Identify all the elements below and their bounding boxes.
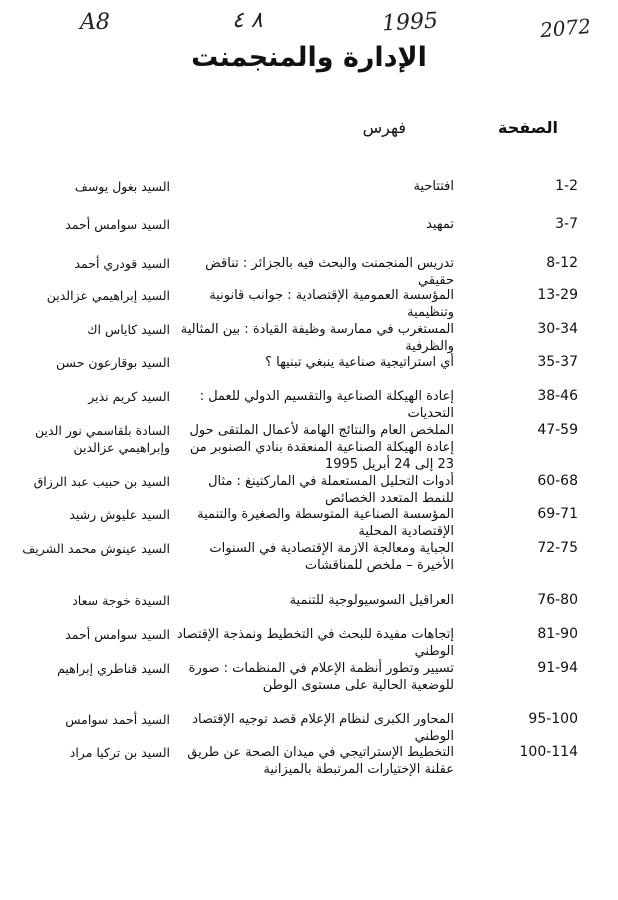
article-title: تسيير وتطور أنظمة الإعلام في المنظمات : صورة للوضعية الحالية على مستوى الوطن — [188, 661, 454, 693]
article-title: إتجاهات مفيدة للبحث في التخطيط ونمذجة الإقتصاد الوطني — [176, 627, 454, 659]
article-author: السيد عليوش رشيد — [69, 507, 170, 522]
article-title: المستغرب في ممارسة وظيفة القيادة : بين المثالية والظرفية — [180, 322, 454, 354]
article-author: السيد سوامس أحمد — [65, 627, 170, 642]
article-author: السيد كاياس اك — [87, 322, 170, 337]
article-author: السيد قناطري إبراهيم — [57, 661, 170, 676]
page-range: 95-100 — [528, 711, 578, 727]
page-range: 3-7 — [555, 216, 578, 232]
page-range: 38-46 — [537, 388, 578, 404]
article-title: تدريس المنجمنت والبحث فيه بالجزائر : تناقض حقيقي — [205, 256, 454, 288]
handwritten-note-middle: ٨ ٤ — [232, 8, 263, 33]
article-author: السيد بغول يوسف — [74, 179, 170, 194]
toc-row — [0, 422, 618, 472]
article-title: الملخص العام والنتائج الهامة لأعمال الملتقى حول إعادة الهيكلة الصناعية المنعقدة بنادي الصنوبر من 23 إلى 24 أبريل 1995 — [189, 423, 454, 472]
article-title: افتتاحية — [413, 179, 454, 194]
handwritten-year: 1995 — [381, 8, 439, 37]
page-range: 81-90 — [537, 626, 578, 642]
page-range: 69-71 — [537, 506, 578, 522]
article-author: السيد كريم نذير — [88, 389, 170, 404]
page-title: الإدارة والمنجمنت — [191, 42, 427, 73]
article-author: السادة بلقاسمي نور الدين وإبراهيمي عزالدين — [35, 423, 170, 455]
article-author: السيد قودري أحمد — [74, 256, 170, 271]
toc-row — [0, 540, 618, 584]
toc-row — [0, 216, 618, 260]
article-author: السيد بن تركيا مراد — [69, 745, 170, 760]
handwritten-corner-number: 2072 — [539, 13, 592, 43]
article-title: المؤسسة الصناعية المتوسطة والصغيرة والتنمية الإقتصادية المحلية — [197, 507, 454, 539]
article-title: المحاور الكبرى لنظام الإعلام قصد توجيه الإقتصاد الوطني — [192, 712, 454, 744]
page-range: 35-37 — [537, 354, 578, 370]
article-title: التخطيط الإستراتيجي في ميدان الصحة عن طريق عقلنة الإختيارات المرتبطة بالميزانية — [187, 745, 454, 777]
page-range: 60-68 — [537, 473, 578, 489]
page-range: 1-2 — [555, 178, 578, 194]
page-range: 76-80 — [537, 592, 578, 608]
article-title: الجباية ومعالجة الازمة الإقتصادية في السنوات الأخيرة – ملخص للمناقشات — [209, 541, 454, 573]
article-title: أدوات التحليل المستعملة في الماركتينغ : مثال للنمط المتعدد الخصائص — [208, 474, 454, 506]
column-header-page: الصفحة — [497, 118, 558, 137]
article-title: العراقيل السوسيولوجية للتنمية — [289, 593, 454, 608]
page-range: 8-12 — [546, 255, 578, 271]
article-author: السيد إبراهيمي عزالدين — [46, 288, 170, 303]
article-author: السيد بن حبيب عبد الرزاق — [33, 474, 170, 489]
toc-row — [0, 660, 618, 704]
article-author: السيد سوامس أحمد — [65, 217, 170, 232]
column-header-index: فهرس — [362, 118, 406, 137]
page-range: 72-75 — [537, 540, 578, 556]
handwritten-note-left: A8 — [80, 10, 110, 35]
article-author: السيد بوقارعون حسن — [56, 355, 170, 370]
article-title: إعادة الهيكلة الصناعية والتقسيم الدولي للعمل : التحديات — [199, 389, 454, 421]
article-title: المؤسسة العمومية الإقتصادية : جوانب قانونية وتنظيمية — [209, 288, 454, 320]
toc-row — [0, 744, 618, 788]
article-author: السيد عينوش محمد الشريف — [22, 541, 170, 556]
article-author: السيد أحمد سوامس — [65, 712, 170, 727]
page-range: 91-94 — [537, 660, 578, 676]
page-range: 13-29 — [537, 287, 578, 303]
article-author: السيدة خوجة سعاد — [72, 593, 170, 608]
article-title: أي استراتيجية صناعية ينبغي تبنيها ؟ — [265, 355, 454, 370]
page-range: 30-34 — [537, 321, 578, 337]
article-title: تمهيد — [426, 217, 454, 232]
page-range: 100-114 — [519, 744, 578, 760]
page-range: 47-59 — [537, 422, 578, 438]
